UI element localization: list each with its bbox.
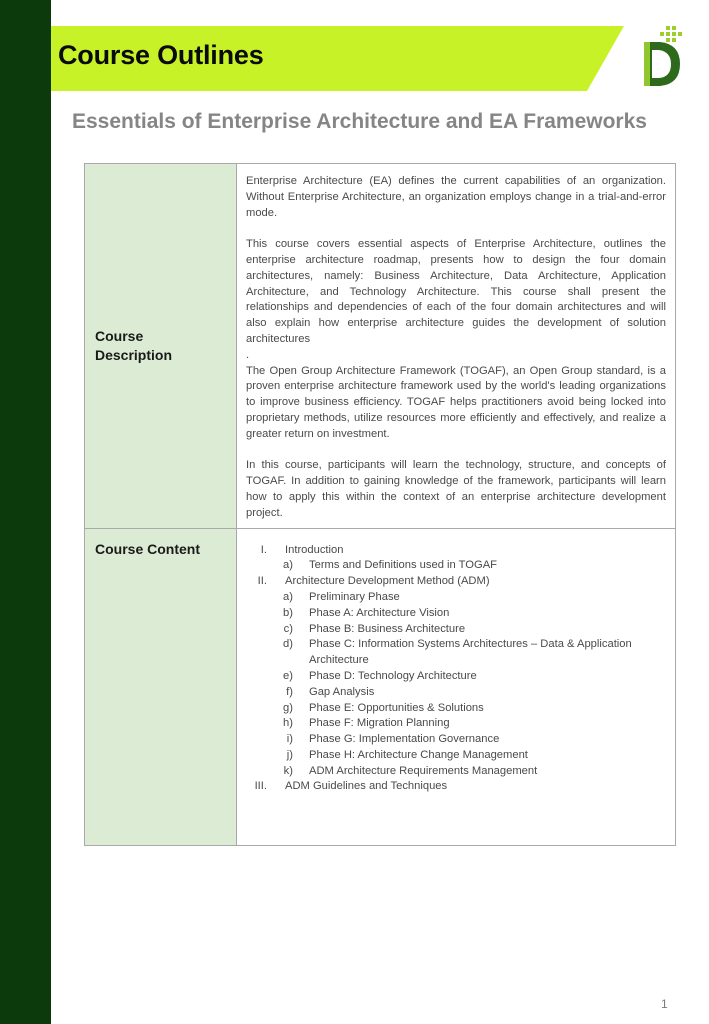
page-number: 1 [661,997,668,1011]
outline-item-text: Phase H: Architecture Change Management [309,748,528,761]
description-paragraph: The Open Group Architecture Framework (TOGAF), an Open Group standard, is a proven enterprise architecture framework used by the world's leading organizations to improve business efficiency. TOGAF helps practitioners avoid being locked into proprietary methods, utilize resources more efficiently and effectively, and realize a greater return on investment. [246,364,666,440]
outline-section-marker: III. [254,780,267,793]
outline-item-text: Phase E: Opportunities & Solutions [309,701,484,714]
description-paragraph: In this course, participants will learn the technology, structure, and concepts of TOGAF. In addition to gaining knowledge of the framework, participants will learn how to apply this within the context of an enterprise architecture development project. [246,459,666,519]
outline-item [237,637,669,669]
outline-item [237,701,669,717]
course-description-text [237,164,676,529]
outline-item-text: Phase B: Business Architecture [309,622,466,635]
outline-item-text: Phase D: Technology Architecture [309,669,477,682]
outline-item [237,606,669,622]
outline-item-text: Preliminary Phase [309,590,400,603]
outline-item [237,716,669,732]
outline-item-text: Gap Analysis [309,685,375,698]
course-content-list [237,528,676,845]
outline-item [237,622,669,638]
outline-item-text: Phase F: Migration Planning [309,717,450,730]
outline-item [237,685,669,701]
outline-item-marker: e) [283,669,293,682]
description-paragraph: Enterprise Architecture (EA) defines the current capabilities of an organization. Without Enterprise Architecture, an organization employs change in a trial-and-error mode. [246,175,666,219]
outline-section [237,574,669,590]
course-description-row [85,164,676,529]
outline-item-marker: f) [286,685,293,698]
outline-item-marker: c) [283,622,293,635]
course-content-row [85,528,676,845]
outline-item-text: Phase C: Information Systems Architectures – Data & Application Architecture [309,638,632,667]
outline-section [237,543,669,559]
outline-item-text: Phase G: Implementation Governance [309,733,500,746]
description-paragraph: . [246,348,250,361]
outline-item [237,669,669,685]
outline-item-marker: h) [283,717,293,730]
document-subtitle: Essentials of Enterprise Architecture and EA Frameworks [72,110,647,133]
sidebar-strip [0,0,51,1024]
outline-item-marker: b) [283,606,293,619]
course-description-label-line1: Course [95,327,144,344]
outline-item-marker: g) [283,701,293,714]
course-content-label: Course Content [85,528,237,845]
outline-item-text: Terms and Definitions used in TOGAF [309,559,497,572]
outline-section-title: ADM Guidelines and Techniques [285,780,448,793]
outline-item-marker: i) [286,733,293,746]
outline-section-title: Introduction [285,543,344,556]
outline-item-marker: j) [286,748,293,761]
description-paragraph: This course covers essential aspects of Enterprise Architecture, outlines the enterprise architecture roadmap, presents how to design the four domain architectures, namely: Business Architecture, Data Architecture, Application Architecture, and Technology Architecture. This course shall present the relationships and dependencies of each of the four domain architectures and will also explain how enterprise architecture guides the development of solution architectures [246,238,666,345]
outline-item-marker: k) [283,764,293,777]
outline-section-marker: I. [260,543,267,556]
outline-item-marker: d) [283,638,293,651]
outline-item-marker: a) [283,559,293,572]
page-title: Course Outlines [58,40,264,70]
d-letter-logo-icon [640,24,684,88]
course-description-label [85,164,237,529]
course-outline-table [84,163,676,846]
course-description-label-line2: Description [95,346,173,363]
outline-item [237,558,669,574]
outline-section-marker: II. [257,575,267,588]
outline-item [237,764,669,780]
outline-section-title: Architecture Development Method (ADM) [285,575,490,588]
outline-item [237,590,669,606]
outline-item [237,732,669,748]
outline-item-marker: a) [283,590,293,603]
outline-item-text: ADM Architecture Requirements Management [309,764,538,777]
outline-section [237,779,669,795]
outline-item-text: Phase A: Architecture Vision [309,606,450,619]
outline-item [237,748,669,764]
